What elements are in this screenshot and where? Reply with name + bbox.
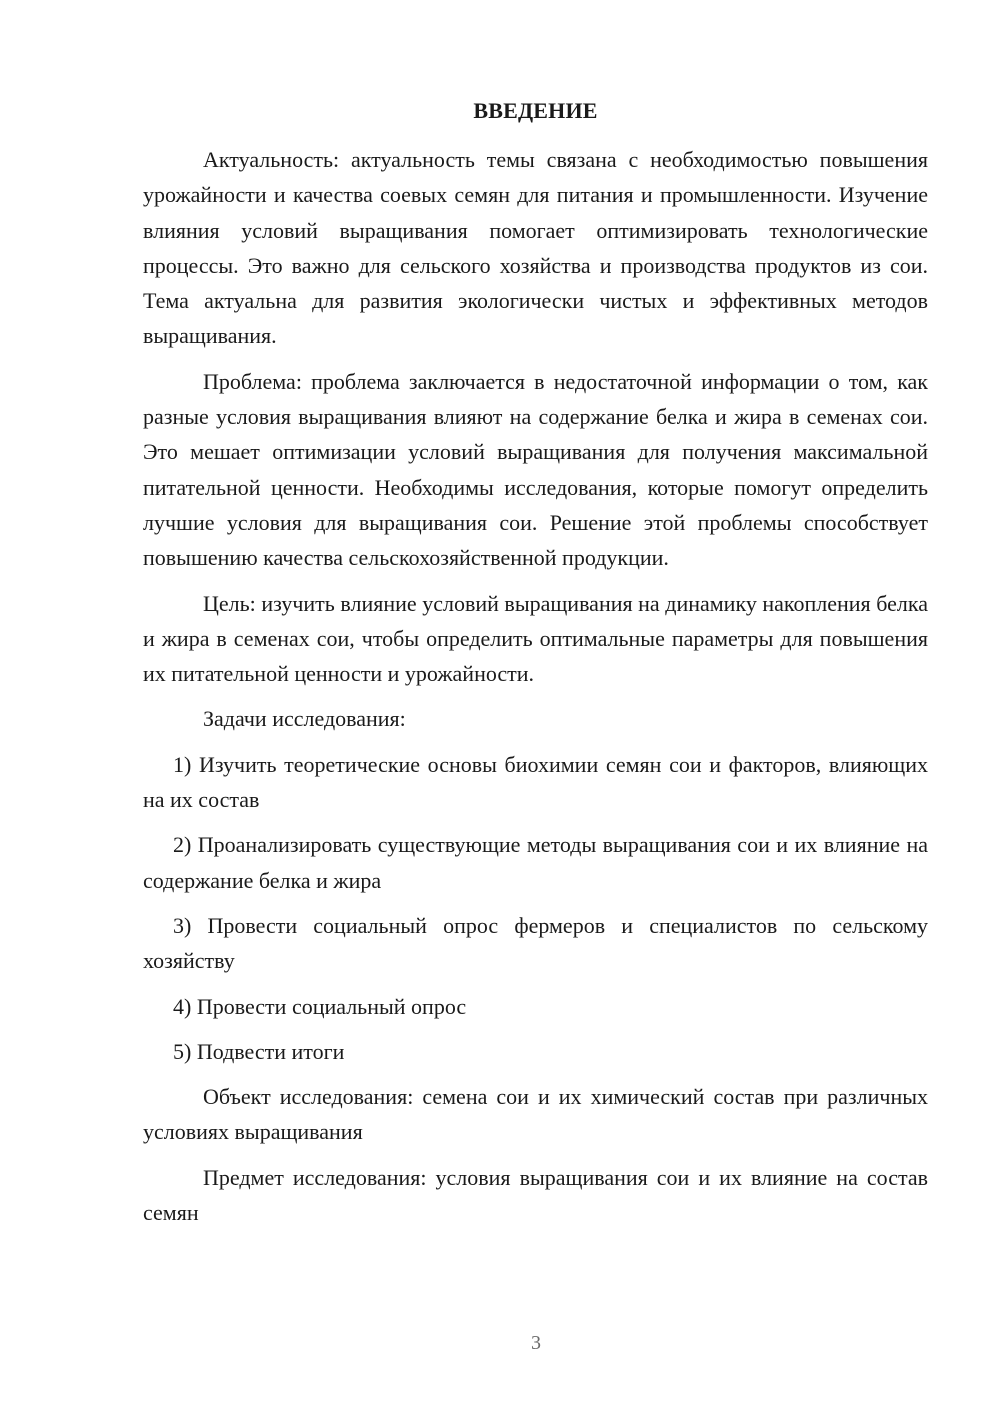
- task-item: 1) Изучить теоретические основы биохимии семян сои и факторов, влияющих на их состав: [143, 751, 928, 813]
- page-number: 3: [531, 1332, 541, 1354]
- object-paragraph: Объект исследования: семена сои и их химический состав при различных условиях выращивания: [143, 1084, 928, 1145]
- task-item: 5) Подвести итоги: [173, 1038, 345, 1064]
- task-item: 3) Провести социальный опрос фермеров и специалистов по сельскому хозяйству: [143, 912, 928, 974]
- tasks-list: [143, 747, 928, 1069]
- page-heading: ВВЕДЕНИЕ: [473, 98, 598, 123]
- tasks-title: Задачи исследования:: [203, 706, 406, 732]
- relevance-paragraph: Актуальность: актуальность темы связана с необходимостью повышения урожайности и качества соевых семян для питания и промышленности. Изучение влияния условий выращивания помогает оптимизировать технологические процессы. Это важно для сельского хозяйства и производства продуктов из сои. Тема актуальна для развития экологически чистых и эффективных методов выращивания.: [143, 147, 928, 349]
- problem-paragraph: Проблема: проблема заключается в недостаточной информации о том, как разные условия выращивания влияют на содержание белка и жира в семенах сои. Это мешает оптимизации условий выращивания для получения максимальной питательной ценности. Необходимы исследования, которые помогут определить лучшие условия для выращивания сои. Решение этой проблемы способствует повышению качества сельскохозяйственной продукции.: [143, 368, 928, 571]
- task-item: 4) Провести социальный опрос: [173, 993, 467, 1019]
- task-item: 2) Проанализировать существующие методы выращивания сои и их влияние на содержание белка и жира: [143, 832, 928, 893]
- document-body: [143, 142, 928, 1230]
- subject-paragraph: Предмет исследования: условия выращивания сои и их влияние на состав семян: [143, 1164, 928, 1226]
- goal-paragraph: Цель: изучить влияние условий выращивания на динамику накопления белка и жира в семенах сои, чтобы определить оптимальные параметры для повышения их питательной ценности и урожайности.: [143, 590, 928, 687]
